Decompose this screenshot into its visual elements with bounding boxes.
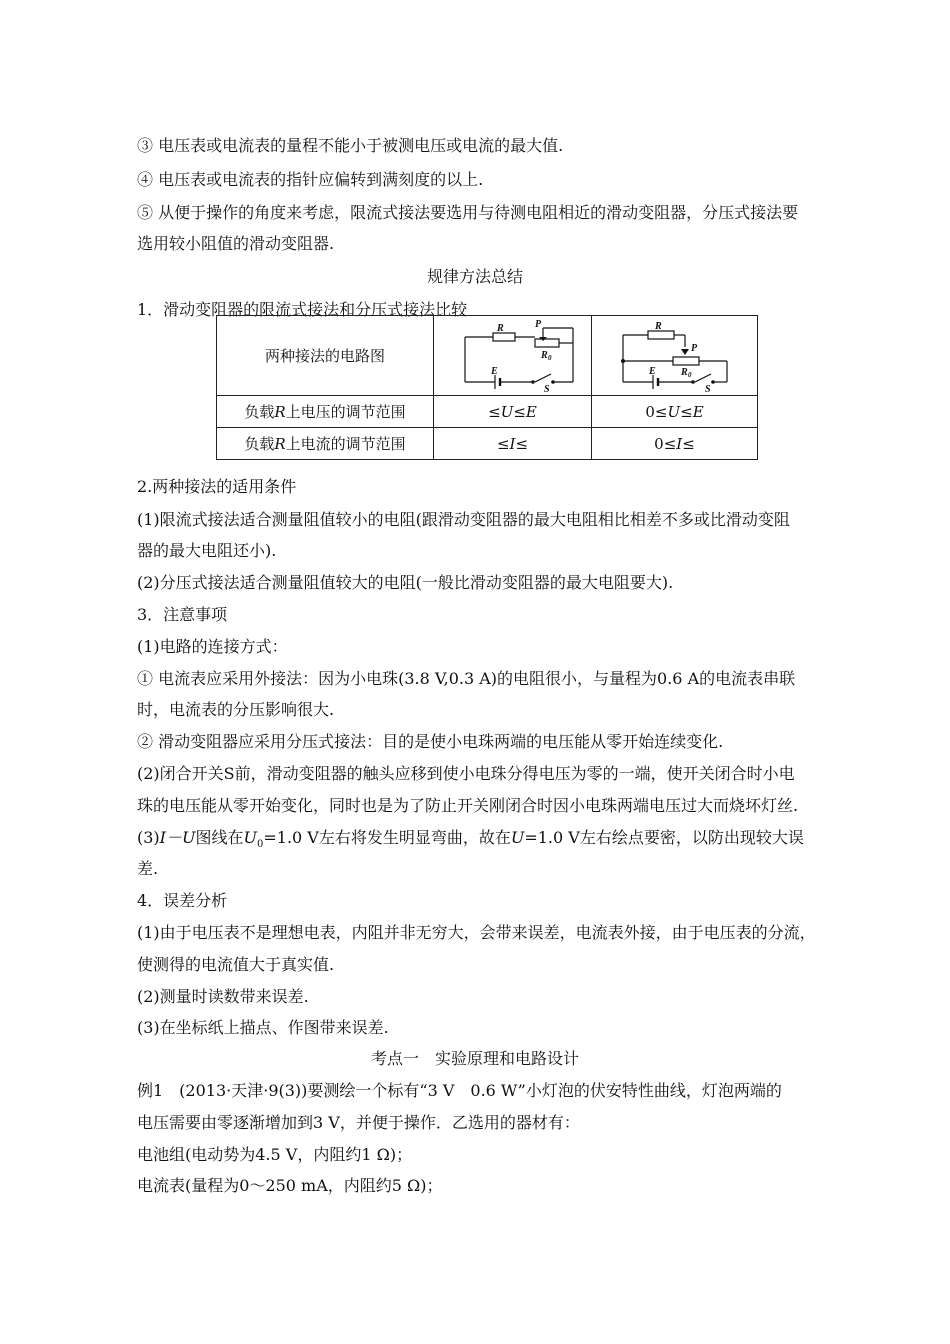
label-p: P	[534, 318, 541, 330]
text-line: 例1 (2013·天津·9(3))要测绘一个标有“3 V 0.6 W”小灯泡的伏安特性曲线，灯泡两端的	[137, 1081, 782, 1100]
current-range-divider: 0≤I≤	[592, 428, 758, 460]
text-line: 1．滑动变阻器的限流式接法和分压式接法比较	[137, 300, 468, 319]
text-line: (1)电路的连接方式：	[137, 637, 288, 656]
text-line: ② 滑动变阻器应采用分压式接法：目的是使小电珠两端的电压能从零开始连续变化.	[137, 732, 724, 751]
text-line: (2)闭合开关S前，滑动变阻器的触头应移到使小电珠分得电压为零的一端，使开关闭合时小电	[137, 764, 795, 783]
text-line: (2)分压式接法适合测量阻值较大的电阻(一般比滑动变阻器的最大电阻要大).	[137, 573, 674, 592]
table-row-label: 负载R上电流的调节范围	[217, 428, 434, 460]
label-r: R	[654, 320, 662, 332]
text-line: ① 电流表应采用外接法：因为小电珠(3.8 V,0.3 A)的电阻很小，与量程为0.6 A的电流表串联	[137, 669, 796, 688]
text-line: (3)I－U图线在$U_0=1.0$ V左右将发生明显弯曲，故在U=1.0 V左右绘点要密，以防出现较大误	[137, 828, 804, 851]
table-row-label: 负载R上电压的调节范围	[217, 396, 434, 428]
text-line: (3)在坐标纸上描点、作图带来误差.	[137, 1018, 389, 1037]
text-line: 珠的电压能从零开始变化，同时也是为了防止开关刚闭合时因小电珠两端电压过大而烧坏灯丝.	[137, 796, 799, 815]
text-line: (2)测量时读数带来误差.	[137, 987, 309, 1006]
label-r0: R	[540, 349, 548, 361]
label-r0-sub: 0	[547, 353, 551, 362]
comparison-table	[216, 315, 758, 460]
label-e: E	[648, 365, 656, 377]
label-r0: R	[680, 366, 688, 378]
text-line: 选用较小阻值的滑动变阻器.	[137, 234, 335, 253]
voltage-divider-circuit-diagram	[592, 316, 758, 396]
section-heading: 考点一 实验原理和电路设计	[370, 1049, 579, 1068]
text-line: 4．误差分析	[137, 891, 228, 910]
current-range-limiting: ≤I≤	[434, 428, 592, 460]
text-line: (1)限流式接法适合测量阻值较小的电阻(跟滑动变阻器的最大电阻相比相差不多或比滑动变阻	[137, 510, 790, 529]
text-line: 2.两种接法的适用条件	[137, 477, 297, 496]
text-line: 电压需要由零逐渐增加到3 V，并便于操作．乙选用的器材有：	[137, 1113, 580, 1132]
text-line: 电池组(电动势为4.5 V，内阻约1 Ω)；	[137, 1145, 413, 1164]
section-heading: 规律方法总结	[426, 267, 523, 286]
label-r0-sub: 0	[687, 370, 691, 379]
text-line: ④ 电压表或电流表的指针应偏转到满刻度的以上.	[137, 170, 484, 189]
label-s: S	[704, 383, 711, 393]
voltage-range-divider: 0≤U≤E	[592, 396, 758, 428]
divider-circuit-svg	[605, 319, 745, 393]
text-line: 3．注意事项	[137, 605, 228, 624]
text-line: 差.	[137, 859, 159, 878]
label-e: E	[490, 365, 498, 377]
text-line: 器的最大电阻还小).	[137, 541, 277, 560]
text-line: 使测得的电流值大于真实值.	[137, 955, 335, 974]
current-limiting-circuit-diagram	[434, 316, 592, 396]
table-row-label: 两种接法的电路图	[217, 316, 434, 396]
label-r: R	[496, 322, 504, 334]
text-line: ③ 电压表或电流表的量程不能小于被测电压或电流的最大值.	[137, 136, 564, 155]
text-line: 时，电流表的分压影响很大.	[137, 700, 335, 719]
voltage-range-limiting: ≤U≤E	[434, 396, 592, 428]
text-line: (1)由于电压表不是理想电表，内阻并非无穷大，会带来误差，电流表外接，由于电压表的分流，	[137, 923, 816, 942]
label-s: S	[543, 383, 550, 393]
limiting-circuit-svg	[443, 319, 583, 393]
label-p: P	[690, 342, 697, 354]
text-line: ⑤ 从便于操作的角度来考虑，限流式接法要选用与待测电阻相近的滑动变阻器，分压式接法要	[137, 203, 799, 222]
text-line: 电流表(量程为0～250 mA，内阻约5 Ω)；	[137, 1176, 443, 1195]
